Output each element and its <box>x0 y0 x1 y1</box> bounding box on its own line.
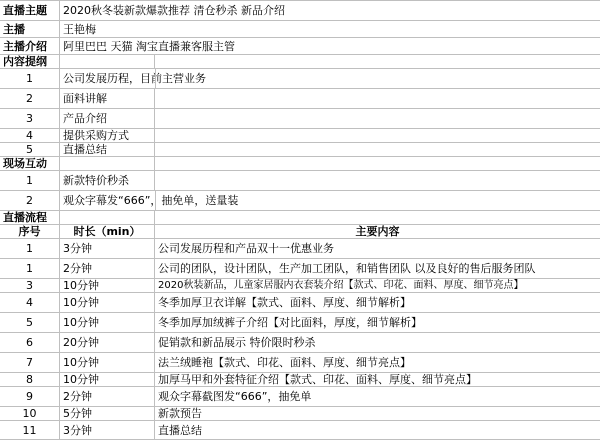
flow-duration[interactable]: 2分钟 <box>60 259 155 278</box>
flow-number[interactable]: 5 <box>0 313 60 332</box>
flow-row <box>0 406 600 420</box>
flow-content[interactable]: 公司的团队，设计团队，生产加工团队，和销售团队 以及良好的售后服务团队 <box>158 262 536 275</box>
intro-row <box>0 37 600 54</box>
flow-number[interactable]: 4 <box>0 293 60 312</box>
flow-content[interactable]: 法兰绒睡袍【款式、印花、面料、厚度、细节亮点】 <box>158 356 411 369</box>
flow-content[interactable]: 加厚马甲和外套特征介绍【款式、印花、面料、厚度、细节亮点】 <box>158 373 477 386</box>
empty-cell[interactable] <box>155 109 600 128</box>
flow-content[interactable]: 新款预告 <box>158 407 202 420</box>
flow-duration[interactable]: 10分钟 <box>60 373 155 386</box>
outline-number[interactable]: 4 <box>0 129 60 142</box>
outline-number[interactable]: 1 <box>0 69 60 88</box>
flow-number[interactable]: 3 <box>0 279 60 292</box>
host-value[interactable]: 王艳梅 <box>63 22 96 36</box>
flow-duration[interactable]: 10分钟 <box>60 293 155 312</box>
flow-duration[interactable]: 10分钟 <box>60 353 155 372</box>
outline-text[interactable]: 面料讲解 <box>60 89 155 108</box>
flow-title-row <box>0 210 600 224</box>
empty-cell[interactable] <box>60 211 155 224</box>
flow-row <box>0 332 600 352</box>
flow-number[interactable]: 1 <box>0 259 60 278</box>
flow-content[interactable]: 冬季加厚加绒裤子介绍【对比面料，厚度，细节解析】 <box>158 316 422 329</box>
intro-value[interactable]: 阿里巴巴 天猫 淘宝直播兼客服主管 <box>63 39 235 53</box>
header-no[interactable]: 序号 <box>0 225 60 238</box>
outline-row <box>0 68 600 88</box>
flow-row <box>0 372 600 386</box>
outline-number[interactable]: 5 <box>0 143 60 156</box>
header-content[interactable]: 主要内容 <box>355 225 400 238</box>
empty-cell[interactable] <box>155 171 600 190</box>
empty-cell[interactable] <box>60 157 155 170</box>
flow-content[interactable]: 促销款和新品展示 特价限时秒杀 <box>158 336 316 349</box>
empty-cell[interactable] <box>155 211 600 224</box>
outline-text[interactable]: 产品介绍 <box>60 109 155 128</box>
empty-cell[interactable] <box>60 55 155 68</box>
flow-number[interactable]: 6 <box>0 333 60 352</box>
flow-duration[interactable]: 3分钟 <box>60 421 155 439</box>
outline-row <box>0 142 600 156</box>
empty-cell[interactable] <box>155 191 600 210</box>
outline-text[interactable]: 提供采购方式 <box>60 129 155 142</box>
flow-content[interactable]: 2020秋装新品，儿童家居服内衣套装介绍【款式、印花、面料、厚度、细节亮点】 <box>158 279 524 291</box>
interaction-title-row <box>0 156 600 170</box>
flow-duration[interactable]: 3分钟 <box>60 239 155 258</box>
flow-number[interactable]: 9 <box>0 387 60 406</box>
flow-content[interactable]: 直播总结 <box>158 423 202 437</box>
flow-content[interactable]: 公司发展历程和产品双十一优惠业务 <box>158 242 334 255</box>
flow-row <box>0 258 600 278</box>
theme-row <box>0 0 600 20</box>
empty-cell[interactable] <box>155 157 600 170</box>
outline-row <box>0 108 600 128</box>
empty-cell[interactable] <box>155 143 600 156</box>
flow-duration[interactable]: 10分钟 <box>60 279 155 292</box>
interaction-number[interactable]: 2 <box>0 191 60 210</box>
theme-value[interactable]: 2020秋冬装新款爆款推荐 清仓秒杀 新品介绍 <box>63 4 285 17</box>
interaction-title[interactable]: 现场互动 <box>0 157 60 170</box>
outline-title[interactable]: 内容提纲 <box>0 55 60 68</box>
theme-label[interactable]: 直播主题 <box>0 1 60 20</box>
outline-text[interactable]: 直播总结 <box>60 143 155 156</box>
outline-title-row <box>0 54 600 68</box>
flow-number[interactable]: 10 <box>0 407 60 420</box>
host-label[interactable]: 主播 <box>0 21 60 37</box>
flow-duration[interactable]: 20分钟 <box>60 333 155 352</box>
flow-number[interactable]: 11 <box>0 421 60 439</box>
flow-content[interactable]: 观众字幕截图发“666”，抽免单 <box>158 390 312 403</box>
flow-duration[interactable]: 2分钟 <box>60 387 155 406</box>
interaction-row <box>0 170 600 190</box>
flow-duration[interactable]: 10分钟 <box>60 313 155 332</box>
interaction-row <box>0 190 600 210</box>
outline-number[interactable]: 2 <box>0 89 60 108</box>
outline-row <box>0 88 600 108</box>
outline-row <box>0 128 600 142</box>
host-row <box>0 20 600 37</box>
intro-label[interactable]: 主播介绍 <box>0 38 60 54</box>
flow-number[interactable]: 8 <box>0 373 60 386</box>
interaction-text[interactable]: 新款特价秒杀 <box>60 171 155 190</box>
flow-row <box>0 312 600 332</box>
flow-row <box>0 292 600 312</box>
flow-title[interactable]: 直播流程 <box>0 211 60 224</box>
empty-cell[interactable] <box>155 69 600 88</box>
outline-text[interactable]: 公司发展历程，目前主营业务 <box>63 72 206 85</box>
flow-number[interactable]: 1 <box>0 239 60 258</box>
empty-cell[interactable] <box>155 55 600 68</box>
interaction-number[interactable]: 1 <box>0 171 60 190</box>
flow-row <box>0 238 600 258</box>
flow-row <box>0 352 600 372</box>
header-duration[interactable]: 时长（min） <box>60 225 155 238</box>
flow-duration[interactable]: 5分钟 <box>60 407 155 420</box>
flow-row <box>0 278 600 292</box>
flow-row <box>0 420 600 440</box>
flow-content[interactable]: 冬季加厚卫衣详解【款式、面料、厚度、细节解析】 <box>158 296 411 309</box>
flow-row <box>0 386 600 406</box>
interaction-text[interactable]: 观众字幕发“666”，抽免单，送量装 <box>63 194 239 207</box>
empty-cell[interactable] <box>155 89 600 108</box>
empty-cell[interactable] <box>155 129 600 142</box>
flow-header-row <box>0 224 600 238</box>
outline-number[interactable]: 3 <box>0 109 60 128</box>
flow-number[interactable]: 7 <box>0 353 60 372</box>
